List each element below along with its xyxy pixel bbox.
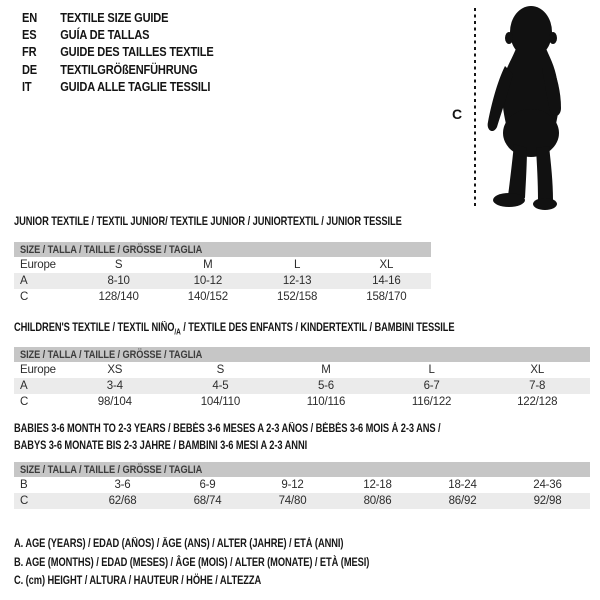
children-section-title	[14, 320, 455, 341]
table-cell: 12-18	[363, 479, 392, 491]
table-cell: S	[216, 364, 225, 376]
table-cell: 92/98	[533, 495, 562, 507]
table-cell: 62/68	[108, 495, 137, 507]
table-cell: 4-5	[212, 380, 229, 392]
height-measure-dotted-line	[474, 8, 476, 207]
language-row	[22, 26, 214, 43]
language-code: EN	[22, 10, 38, 25]
table-cell: L	[294, 259, 301, 271]
size-header-label: SIZE / TALLA / TAILLE / GRÖSSE / TAGLIA	[20, 463, 203, 476]
table-cell: 128/140	[98, 291, 139, 303]
language-row	[22, 9, 214, 26]
row-label: Europe	[20, 259, 56, 271]
table-row	[14, 394, 590, 410]
language-title: TEXTILE SIZE GUIDE	[60, 10, 169, 25]
table-cell: 140/152	[187, 291, 228, 303]
row-label: B	[20, 479, 28, 491]
table-cell: 18-24	[448, 479, 477, 491]
table-cell: 8-10	[107, 275, 130, 287]
table-cell: 74/80	[278, 495, 307, 507]
table-row	[14, 273, 431, 289]
language-row	[22, 61, 214, 78]
height-measure-label: C	[452, 106, 463, 122]
babies-title-line1: BABIES 3-6 MONTH TO 2-3 YEARS / BEBÉS 3-6 MESES A 2-3 AÑOS / BÉBÉS 3-6 MOIS À 2-3 ANS /	[14, 423, 441, 435]
language-row	[22, 78, 214, 95]
language-code: ES	[22, 27, 37, 43]
table-row	[14, 257, 431, 273]
table-cell: 24-36	[533, 479, 562, 491]
language-code: DE	[22, 61, 38, 77]
table-cell: 14-16	[372, 275, 401, 287]
size-header-bar	[14, 347, 590, 362]
children-title-post: / TEXTILE DES ENFANTS / KINDERTEXTIL / BAMBINI TESSILE	[180, 322, 455, 334]
language-title: GUÍA DE TALLAS	[60, 27, 150, 43]
footnote-b: B. AGE (MONTHS) / EDAD (MESES) / ÂGE (MOIS) / ALTER (MONATE) / ETÀ (MESI)	[14, 556, 370, 569]
table-row	[14, 378, 590, 394]
table-cell: 6-9	[199, 479, 216, 491]
table-cell: 122/128	[517, 396, 558, 408]
table-cell: M	[203, 259, 213, 271]
table-cell: 110/116	[306, 396, 346, 408]
junior-size-table	[14, 242, 431, 305]
table-cell: 98/104	[97, 396, 132, 408]
footnote-a: A. AGE (YEARS) / EDAD (AÑOS) / ÂGE (ANS) / ALTER (JAHRE) / ETÀ (ANNI)	[14, 538, 344, 550]
table-cell: 80/86	[363, 495, 392, 507]
table-cell: 116/122	[411, 396, 452, 408]
row-label: C	[20, 396, 29, 408]
size-header-label: SIZE / TALLA / TAILLE / GRÖSSE / TAGLIA	[20, 348, 203, 361]
children-size-table	[14, 347, 590, 410]
language-title: TEXTILGRÖßENFÜHRUNG	[60, 61, 198, 77]
table-cell: M	[321, 364, 331, 376]
language-title-list	[22, 9, 214, 95]
language-title: GUIDE DES TAILLES TEXTILE	[60, 44, 214, 60]
table-cell: 86/92	[448, 495, 477, 507]
table-cell: 6-7	[423, 380, 440, 392]
babies-size-table	[14, 462, 590, 509]
table-cell: XL	[379, 259, 394, 271]
table-row	[14, 289, 431, 305]
junior-section-title: JUNIOR TEXTILE / TEXTIL JUNIOR/ TEXTILE JUNIOR / JUNIORTEXTIL / JUNIOR TESSILE	[14, 216, 402, 228]
table-cell: 68/74	[193, 495, 222, 507]
table-cell: 7-8	[529, 380, 546, 392]
table-cell: 3-4	[106, 380, 123, 392]
size-header-bar	[14, 242, 431, 257]
language-title: GUIDA ALLE TAGLIE TESSILI	[60, 78, 211, 94]
children-title-sub: /A	[174, 327, 181, 337]
table-cell: S	[114, 259, 123, 271]
children-title-pre: CHILDREN'S TEXTILE / TEXTIL NIÑO	[14, 322, 175, 334]
table-cell: 104/110	[200, 396, 241, 408]
table-cell: 12-13	[282, 275, 312, 287]
table-cell: 152/158	[277, 291, 318, 303]
footnote-legend	[14, 535, 369, 591]
table-row	[14, 477, 590, 493]
table-cell: 158/170	[366, 291, 407, 303]
table-cell: XS	[107, 364, 123, 376]
babies-section-title	[14, 421, 441, 454]
table-row	[14, 362, 590, 378]
footnote-c: C. (cm) HEIGHT / ALTURA / HAUTEUR / HÖHE / ALTEZZA	[14, 575, 262, 587]
table-cell: 10-12	[193, 275, 223, 287]
table-cell: 9-12	[281, 479, 304, 491]
row-label: A	[20, 275, 28, 287]
row-label: A	[20, 380, 28, 392]
language-code: FR	[22, 44, 37, 60]
row-label: C	[20, 495, 29, 507]
language-code: IT	[22, 78, 32, 94]
table-cell: 3-6	[114, 479, 131, 491]
size-header-bar	[14, 462, 590, 477]
row-label: Europe	[20, 364, 56, 376]
table-cell: L	[428, 364, 435, 376]
size-header-label: SIZE / TALLA / TAILLE / GRÖSSE / TAGLIA	[20, 243, 203, 256]
baby-silhouette-icon	[486, 4, 578, 212]
table-row	[14, 493, 590, 509]
language-row	[22, 43, 214, 60]
babies-title-line2: BABYS 3-6 MONATE BIS 2-3 JAHRE / BAMBINI 3-6 MESI A 2-3 ANNI	[14, 439, 308, 452]
table-cell: XL	[530, 364, 545, 376]
table-cell: 5-6	[317, 380, 334, 392]
row-label: C	[20, 291, 29, 303]
